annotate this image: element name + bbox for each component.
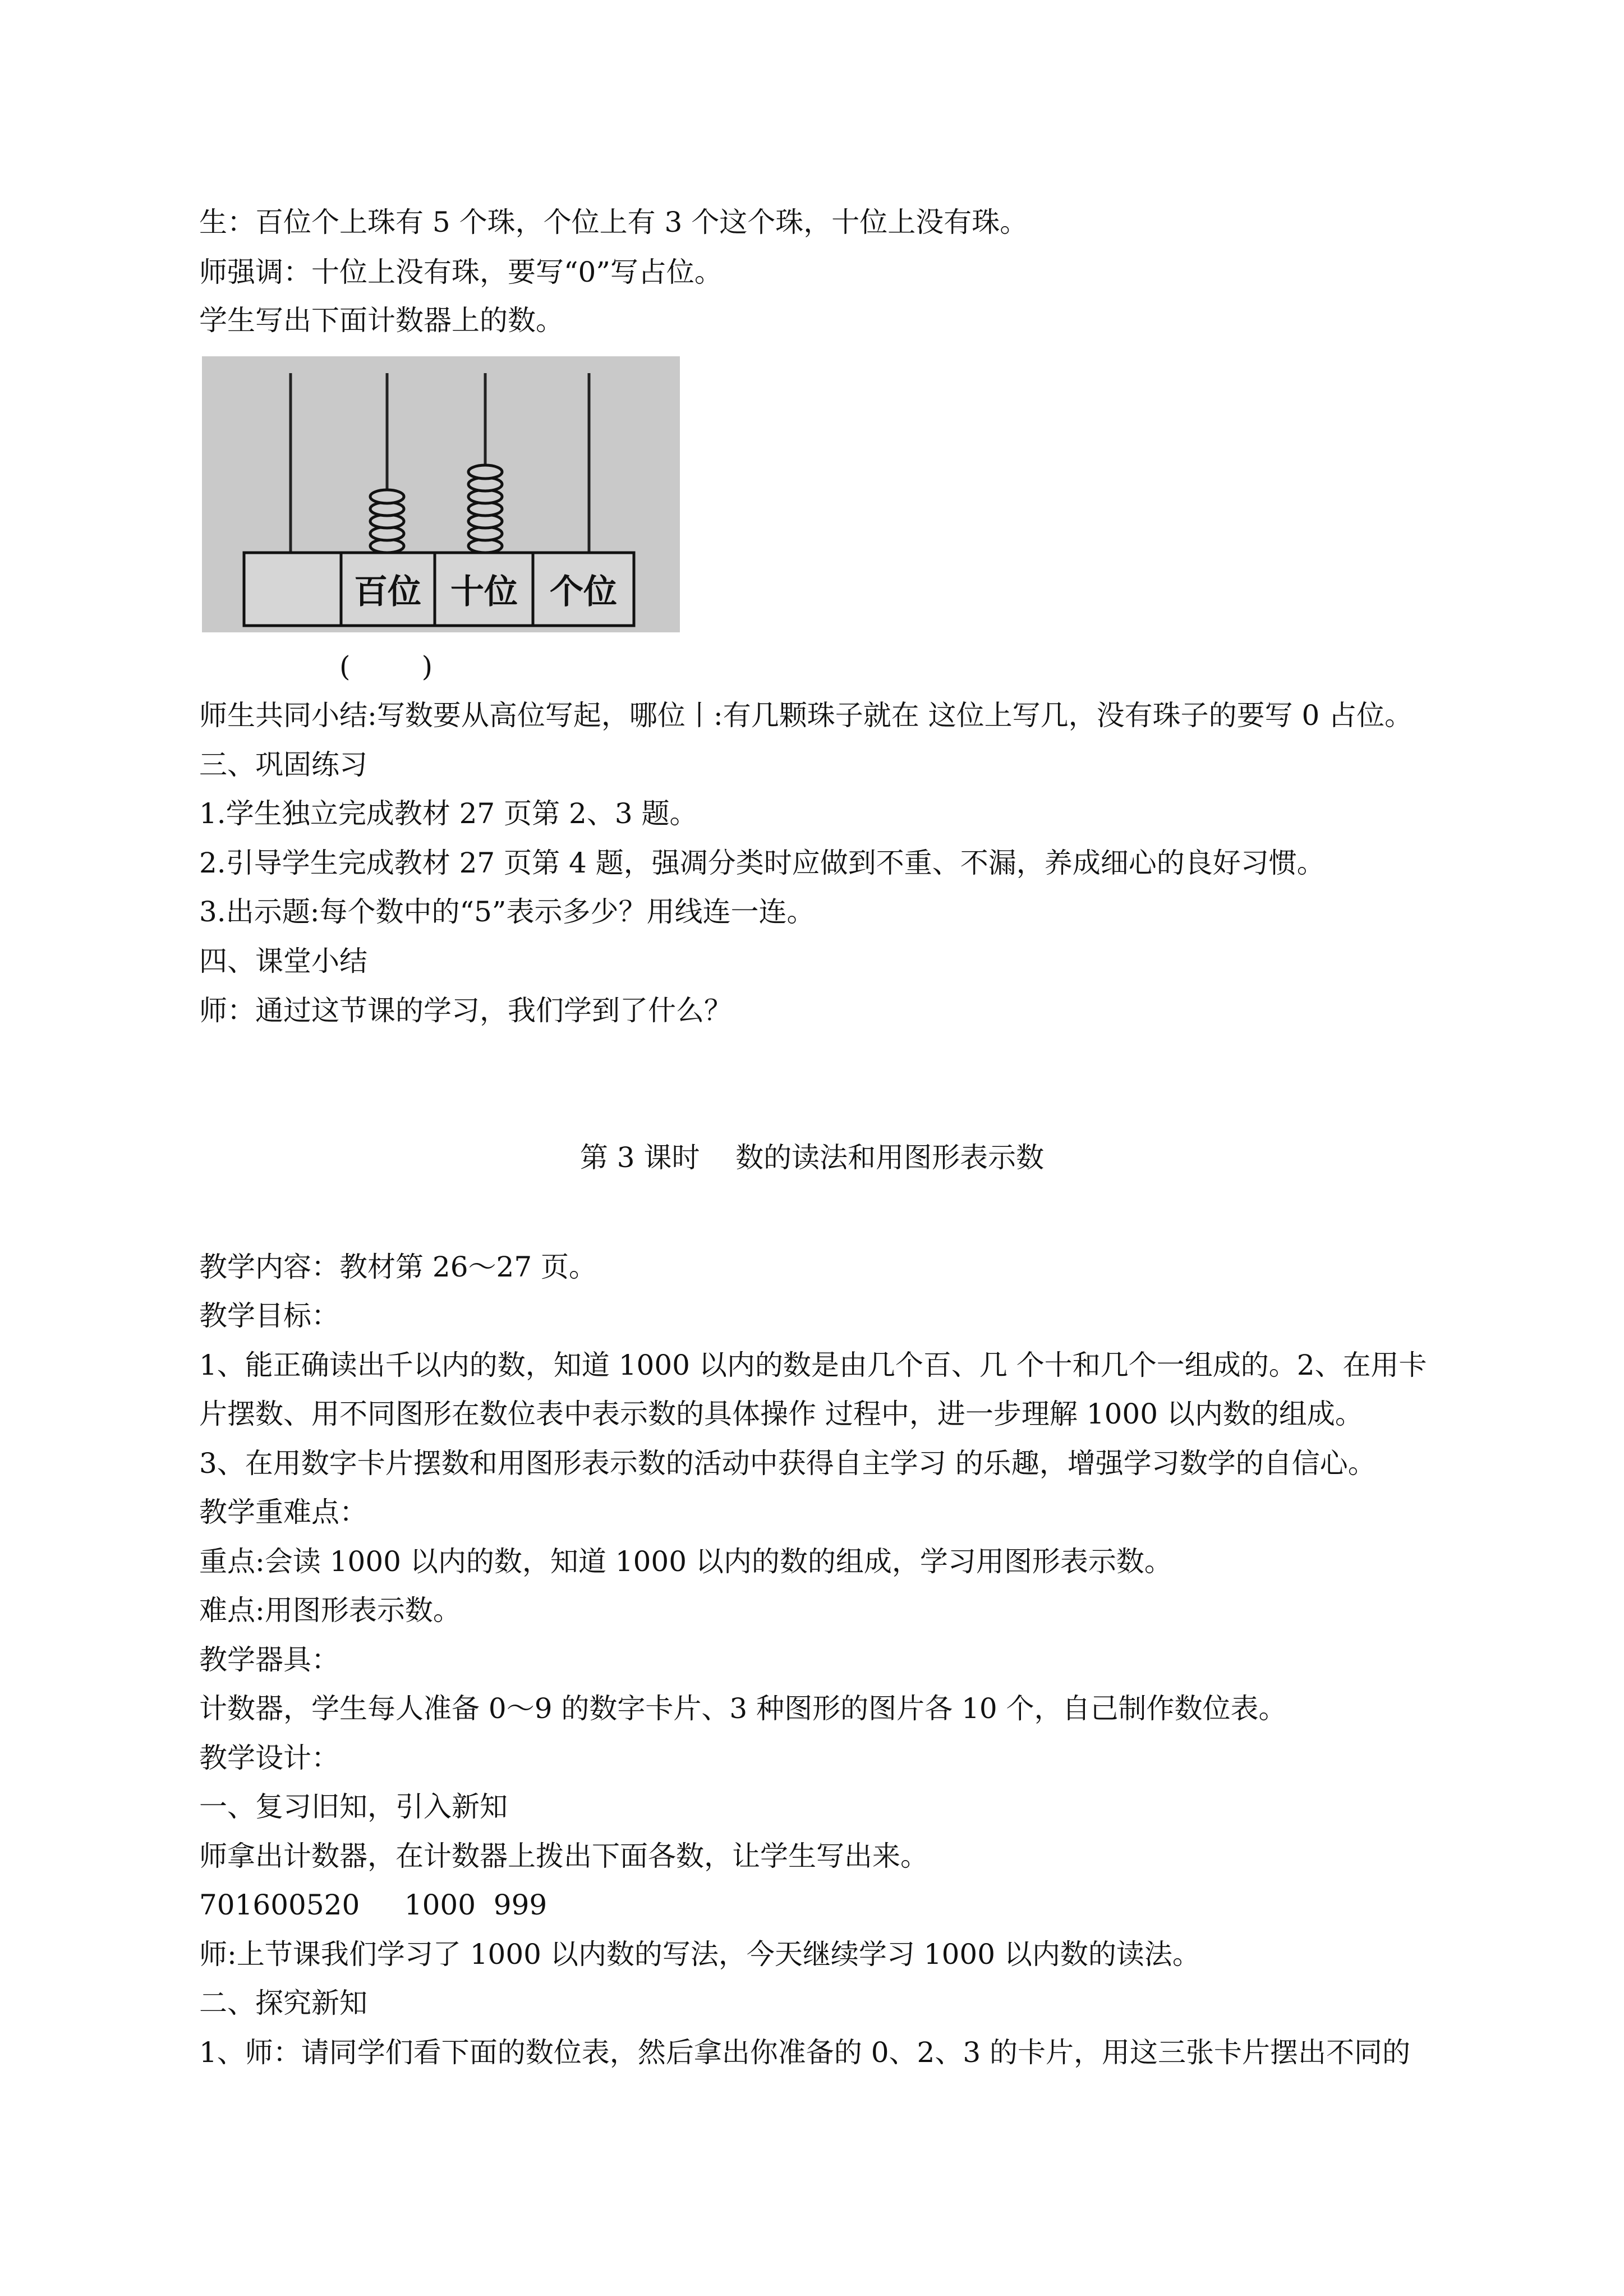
- text-line: 教学设计：: [199, 1742, 339, 1774]
- text-line: 2.引导学生完成教材 27 页第 4 题，强凋分类时应做到不重、不漏，养成细心的良好习惯。: [199, 847, 1325, 879]
- text-line: 片摆数、用不同图形在数位表中表示数的具体操作 过程中，进一步理解 1000 以内数的组成。: [199, 1398, 1363, 1430]
- text-line: 难点:用图形表示数。: [199, 1594, 461, 1627]
- text-line: 3、在用数字卡片摆数和用图形表示数的活动中获得自主学习 的乐趣，增强学习数学的自信心。: [199, 1447, 1376, 1480]
- text-line: 3.出示题:每个数中的“5”表示多少？用线连一连。: [199, 896, 815, 928]
- section-heading: 四、课堂小结: [199, 945, 367, 977]
- text-line: 教学目标：: [199, 1299, 339, 1332]
- bead-hundreds: [370, 490, 404, 503]
- number-list: 701600520 1000 999: [199, 1889, 548, 1921]
- text-line: 教学内容：教材第 26～27 页。: [199, 1251, 597, 1283]
- label-tens: 十位: [450, 572, 518, 612]
- text-line: 教学器具：: [199, 1643, 339, 1676]
- text-line: 1.学生独立完成教材 27 页第 2、3 题。: [199, 797, 698, 830]
- label-ones: 个位: [550, 572, 617, 612]
- section-heading: 二、探究新知: [199, 1987, 367, 2019]
- beads-tens: [468, 465, 502, 553]
- text-line: 重点:会读 1000 以内的数，知道 1000 以内的数的组成，学习用图形表示数。: [199, 1545, 1172, 1578]
- section-heading: 三、巩固练习: [199, 749, 367, 781]
- text-line: 师:上节课我们学习了 1000 以内数的写法，今天继续学习 1000 以内数的读法。: [199, 1938, 1200, 1971]
- beads-hundreds: [370, 490, 404, 553]
- abacus-figure: [202, 356, 680, 632]
- lesson-title: 第 3 课时 数的读法和用图形表示数: [579, 1141, 1045, 1174]
- text-line: 师生共同小结:写数要从高位写起，哪位丨:有几颗珠子就在 这位上写几，没有珠子的要写 0 占位。: [199, 699, 1413, 732]
- bead-tens: [468, 465, 502, 479]
- text-line: 师：通过这节课的学习，我们学到了什么？: [199, 994, 732, 1027]
- text-line: 生：百位个上珠有 5 个珠，个位上有 3 个这个珠，十位上没有珠。: [199, 206, 1028, 238]
- text-line: 计数器，学生每人准备 0～9 的数字卡片、3 种图形的图片各 10 个，自己制作数位表。: [199, 1692, 1287, 1725]
- text-line: 师强调：十位上没有珠，要写“0”写占位。: [199, 256, 723, 288]
- section-heading: 一、复习旧知，引入新知: [199, 1790, 508, 1823]
- text-line: 教学重难点：: [199, 1496, 367, 1528]
- label-hundreds: 百位: [354, 572, 421, 612]
- text-line: 师拿出计数器，在计数器上拨出下面各数，让学生写出来。: [199, 1840, 928, 1872]
- text-line: 1、能正确读出千以内的数，知道 1000 以内的数是由几个百、几 个十和几个一组成的。2、在用卡: [199, 1349, 1427, 1381]
- text-line: 1、师：请同学们看下面的数位表，然后拿出你准备的 0、2、3 的卡片，用这三张卡片摆出不同的: [199, 2036, 1411, 2069]
- answer-blank: ( ): [339, 650, 433, 683]
- text-line: 学生写出下面计数器上的数。: [199, 304, 564, 337]
